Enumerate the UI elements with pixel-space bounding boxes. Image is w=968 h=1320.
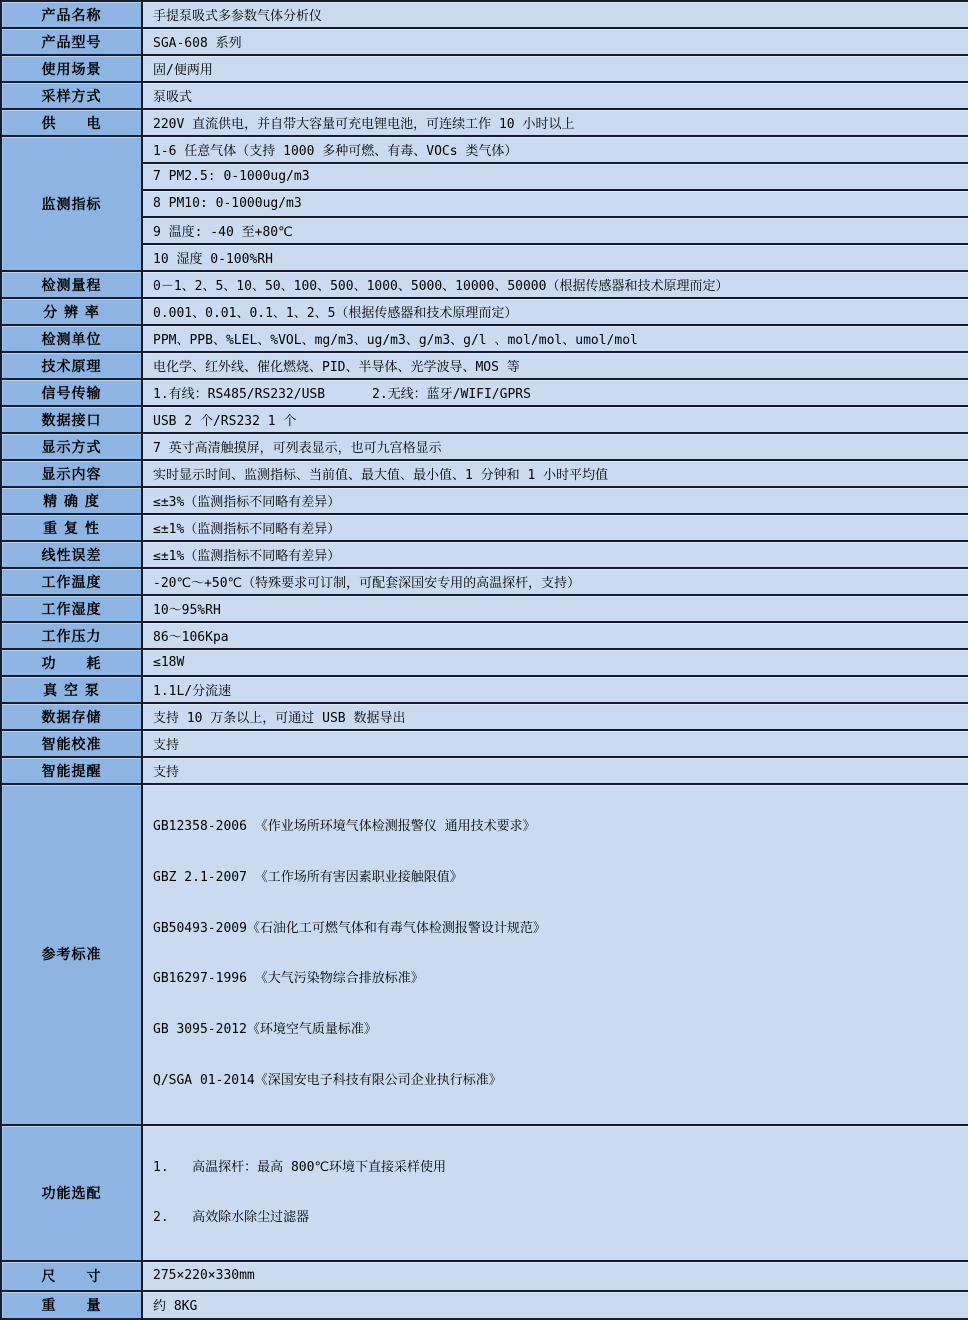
option-line: 1. 高温探杆：最高 800℃环境下直接采样使用 (153, 1159, 447, 1175)
row-value: -20℃～+50℃（特殊要求可订制，可配套深国安专用的高温探杆，支持） (142, 568, 968, 595)
row-value: SGA-608 系列 (142, 28, 968, 55)
row-value: 实时显示时间、监测指标、当前值、最大值、最小值、1 分钟和 1 小时平均值 (142, 460, 968, 487)
row-label: 工作温度 (1, 568, 142, 595)
standard-line: GBZ 2.1-2007 《工作场所有害因素职业接触限值》 (153, 869, 463, 885)
row-label: 工作压力 (1, 622, 142, 649)
table-row-monitor-indicators (1, 217, 968, 244)
table-row (1, 55, 968, 82)
row-value: 0.001、0.01、0.1、1、2、5（根据传感器和技术原理而定） (142, 298, 968, 325)
row-label: 功能选配 (1, 1125, 142, 1261)
row-value: 固/便两用 (142, 55, 968, 82)
table-row (1, 28, 968, 55)
standard-line: Q/SGA 01-2014《深国安电子科技有限公司企业执行标准》 (153, 1072, 502, 1088)
row-label: 参考标准 (1, 784, 142, 1125)
table-row-monitor-indicators (1, 163, 968, 190)
monitor-item: 10 湿度 0-100%RH (142, 244, 968, 271)
table-row (1, 406, 968, 433)
row-label: 产品型号 (1, 28, 142, 55)
row-label: 真 空 泵 (1, 676, 142, 703)
row-label: 数据接口 (1, 406, 142, 433)
standard-line: GB 3095-2012《环境空气质量标准》 (153, 1022, 377, 1038)
row-label: 线性误差 (1, 541, 142, 568)
row-value: 1.有线：RS485/RS232/USB 2.无线：蓝牙/WIFI/GPRS (142, 379, 968, 406)
table-row (1, 757, 968, 784)
table-row (1, 541, 968, 568)
row-label: 采样方式 (1, 82, 142, 109)
monitor-item: 8 PM10: 0-1000ug/m3 (142, 190, 968, 217)
row-label: 检测量程 (1, 271, 142, 298)
row-value: 约 8KG (142, 1291, 968, 1319)
row-value: 1.1L/分流速 (142, 676, 968, 703)
row-label: 智能提醒 (1, 757, 142, 784)
table-row (1, 487, 968, 514)
row-label: 重 量 (1, 1291, 142, 1319)
table-row (1, 82, 968, 109)
monitor-item: 9 温度: -40 至+80℃ (142, 217, 968, 244)
table-row (1, 1291, 968, 1319)
row-value: 支持 10 万条以上，可通过 USB 数据导出 (142, 703, 968, 730)
row-value: 电化学、红外线、催化燃烧、PID、半导体、光学波导、MOS 等 (142, 352, 968, 379)
table-row (1, 379, 968, 406)
row-label: 分 辨 率 (1, 298, 142, 325)
row-value: PPM、PPB、%LEL、%VOL、mg/m3、ug/m3、g/m3、g/l 、mol/mol、umol/mol (142, 325, 968, 352)
row-label: 显示内容 (1, 460, 142, 487)
row-label: 技术原理 (1, 352, 142, 379)
row-value: 支持 (142, 730, 968, 757)
table-row (1, 433, 968, 460)
row-value (142, 1125, 968, 1261)
row-value: 泵吸式 (142, 82, 968, 109)
table-row-reference-standards (1, 784, 968, 1125)
table-row (1, 1261, 968, 1291)
row-value: 275×220×330mm (142, 1261, 968, 1291)
row-label: 精 确 度 (1, 487, 142, 514)
table-row (1, 460, 968, 487)
table-row-monitor-indicators (1, 190, 968, 217)
row-label: 监测指标 (1, 136, 142, 271)
row-value: 7 英寸高清触摸屏，可列表显示，也可九宫格显示 (142, 433, 968, 460)
table-row (1, 676, 968, 703)
monitor-item: 7 PM2.5: 0-1000ug/m3 (142, 163, 968, 190)
option-line: 2. 高效除水除尘过滤器 (153, 1209, 310, 1225)
table-row (1, 325, 968, 352)
row-value: 10～95%RH (142, 595, 968, 622)
row-value (142, 784, 968, 1125)
row-value: 手提泵吸式多参数气体分析仪 (142, 1, 968, 28)
row-value: ≤±1%（监测指标不同略有差异） (142, 514, 968, 541)
row-value: 支持 (142, 757, 968, 784)
table-row (1, 622, 968, 649)
row-label: 尺 寸 (1, 1261, 142, 1291)
table-row-monitor-indicators (1, 136, 968, 163)
row-value: USB 2 个/RS232 1 个 (142, 406, 968, 433)
table-row (1, 649, 968, 676)
row-label: 重 复 性 (1, 514, 142, 541)
monitor-item: 1-6 任意气体（支持 1000 多种可燃、有毒、VOCs 类气体） (142, 136, 968, 163)
table-row (1, 271, 968, 298)
row-value: 220V 直流供电，并自带大容量可充电锂电池，可连续工作 10 小时以上 (142, 109, 968, 136)
standard-line: GB12358-2006 《作业场所环境气体检测报警仪 通用技术要求》 (153, 819, 536, 834)
table-row (1, 514, 968, 541)
row-label: 使用场景 (1, 55, 142, 82)
row-value: ≤±3%（监测指标不同略有差异） (142, 487, 968, 514)
row-value: 86～106Kpa (142, 622, 968, 649)
row-label: 检测单位 (1, 325, 142, 352)
table-row-monitor-indicators (1, 244, 968, 271)
row-label: 智能校准 (1, 730, 142, 757)
row-value: ≤18W (142, 649, 968, 676)
row-value: 0－1、2、5、10、50、100、500、1000、5000、10000、50000（根据传感器和技术原理而定） (142, 271, 968, 298)
table-row (1, 595, 968, 622)
table-row (1, 703, 968, 730)
row-value: ≤±1%（监测指标不同略有差异） (142, 541, 968, 568)
standard-line: GB50493-2009《石油化工可燃气体和有毒气体检测报警设计规范》 (153, 920, 546, 936)
row-label: 数据存储 (1, 703, 142, 730)
table-row (1, 730, 968, 757)
table-row (1, 109, 968, 136)
row-label: 功 耗 (1, 649, 142, 676)
table-row-optional-features (1, 1125, 968, 1261)
row-label: 产品名称 (1, 1, 142, 28)
table-row (1, 568, 968, 595)
row-label: 显示方式 (1, 433, 142, 460)
table-row (1, 1, 968, 28)
table-row (1, 298, 968, 325)
standard-line: GB16297-1996 《大气污染物综合排放标准》 (153, 971, 424, 987)
row-label: 工作湿度 (1, 595, 142, 622)
table-row (1, 352, 968, 379)
row-label: 信号传输 (1, 379, 142, 406)
row-label: 供 电 (1, 109, 142, 136)
